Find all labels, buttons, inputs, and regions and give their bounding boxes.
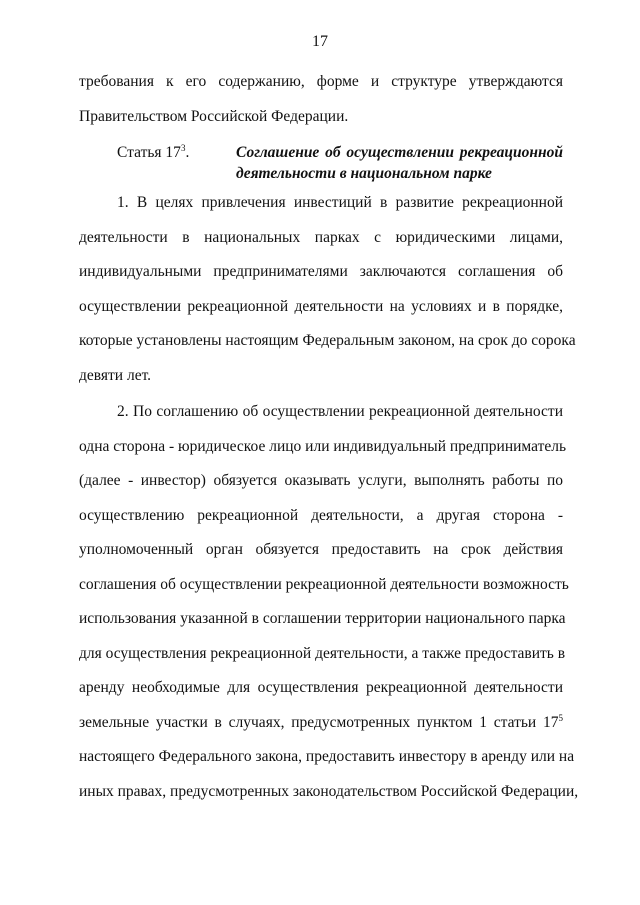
text-line: для осуществления рекреационной деятельности, а также предоставить в (79, 644, 566, 662)
article-title (236, 142, 563, 184)
text-line: которые установлены настоящим Федеральным законом, на срок до сорока (79, 332, 576, 349)
paragraph-1 (79, 186, 576, 393)
text-line: девяти лет. (79, 366, 152, 384)
text-line: уполномоченный орган обязуется предоставить на срок действия (79, 541, 563, 558)
article-label-suffix: . (185, 144, 190, 161)
text-line: деятельности в национальных парках с юридическими лицами, (79, 228, 563, 246)
page-number: 17 (312, 33, 328, 50)
article-label (117, 142, 189, 163)
text-line: 2. По соглашению об осуществлении рекреационной деятельности (117, 403, 563, 420)
text-line: одна сторона - юридическое лицо или индивидуальный предприниматель (79, 437, 567, 455)
intro-paragraph (79, 65, 563, 134)
article-label-superscript: 3 (180, 142, 186, 153)
text-line: 1. В целях привлечения инвестиций в развитие рекреационной (117, 194, 563, 211)
text-line: использования указанной в соглашении территории национального парка (79, 610, 566, 627)
text-line: осуществлению рекреационной деятельности, а другая сторона - (79, 506, 563, 524)
text-line: аренду необходимые для осуществления рекреационной деятельности (79, 679, 563, 696)
text-line: Правительством Российской Федерации. (79, 107, 349, 125)
reference-text: земельные участки в случаях, предусмотренных пунктом 1 статьи 17 (79, 713, 559, 731)
text-line: индивидуальными предпринимателями заключаются соглашения об (79, 263, 563, 280)
paragraph-2 (79, 395, 579, 809)
text-line: требования к его содержанию, форме и структуре утверждаются (79, 73, 563, 90)
text-line: осуществлении рекреационной деятельности на условиях и в порядке, (79, 297, 563, 315)
article-title-line: Соглашение об осуществлении рекреационной (236, 144, 563, 161)
reference-superscript: 5 (558, 712, 563, 723)
text-line-with-reference (79, 706, 563, 741)
text-line: иных правах, предусмотренных законодательством Российской Федерации, (79, 782, 579, 800)
text-line: настоящего Федерального закона, предоставить инвестору в аренду или на (79, 748, 575, 765)
text-line: соглашения об осуществлении рекреационной деятельности возможность (79, 575, 569, 593)
text-line: (далее - инвестор) обязуется оказывать услуги, выполнять работы по (79, 472, 563, 489)
article-title-line: деятельности в национальном парке (236, 165, 492, 182)
article-label-text: Статья 17 (117, 144, 181, 161)
